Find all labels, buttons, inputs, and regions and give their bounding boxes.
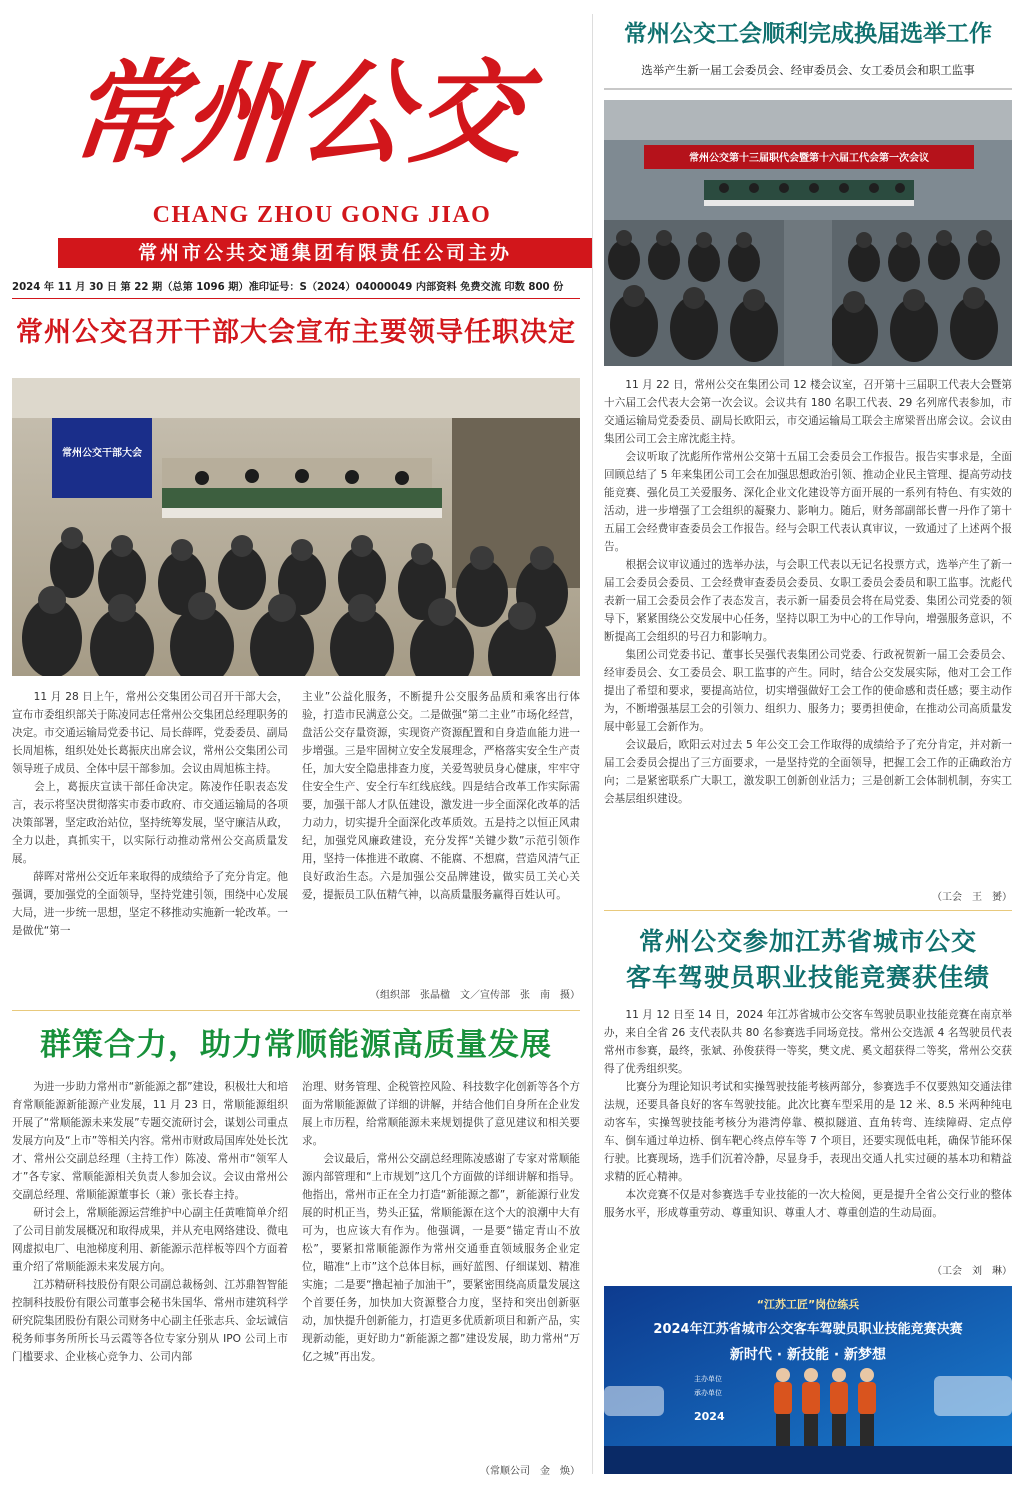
masthead-pinyin: CHANG ZHOU GONG JIAO <box>152 202 492 228</box>
union-congress-illustration <box>604 100 1012 366</box>
photo-union-congress <box>604 100 1012 366</box>
headline-leadership-meeting: 常州公交召开干部大会宣布主要领导任职决定 <box>16 317 576 348</box>
issue-line: 2024 年 11 月 30 日 第 22 期（总第 1096 期）准印证号：S（2024）04000049 内部资料 免费交流 印数 800 份 <box>12 282 564 293</box>
cadre-meeting-illustration <box>12 378 580 676</box>
masthead <box>12 14 592 304</box>
union-subhead: 选举产生新一届工会委员会、经审委员会、女工委员会和职工监事 <box>641 63 975 77</box>
masthead-logo: 常州公交 <box>63 48 533 179</box>
masthead-sponsor: 常州市公共交通集团有限责任公司主办 <box>137 242 512 264</box>
contest-photo-title: 2024年江苏省城市公交客车驾驶员职业技能竞赛决赛 <box>653 1322 963 1337</box>
contest-photo-small1: 主办单位 <box>694 1375 722 1383</box>
driver-contest-body: 11 月 12 日至 14 日，2024 年江苏省城市公交客车驾驶员职业技能竞赛在南京举办，来自全省 26 支代表队共 80 名参赛选手同场竞技。常州公交选派 4 名驾驶员代表常州市参赛，最终，张斌、孙俊获得一等奖，樊文虎、奚文超获得二等奖，常州公交获得了优秀组织奖。 比赛分为理论知识考试和实操驾驶技能考核两部分，参赛选手不仅要熟知交通法律法规，还要具备良好的客车驾驶技能。此次比赛车型采用的是 12 米、8.5 米两种纯电动客车，实操驾驶技能考核分为港湾停靠、模拟隧道、直角转弯、连续障碍、定点停车、倒车通过单边桥、倒车靶心终点停车等 7 个项目，还要实现低电耗，确保节能环保行驶。比赛现场，选手们沉着冷静，尽显身手，表现出交通人扎实过硬的基本功和精益求精的匠心精神。 本次竞赛不仅是对参赛选手专业技能的一次大检阅，更是提升全省公交行业的整体服务水平，形成尊重劳动、尊重知识、尊重人才、尊重创造的生动局面。 <box>604 1009 1012 1219</box>
contest-photo-slogan: 新时代 · 新技能 · 新梦想 <box>729 1347 887 1363</box>
contest-photo-top: “江苏工匠”岗位练兵 <box>756 1298 860 1311</box>
union-article-body: 11 月 22 日，常州公交在集团公司 12 楼会议室，召开第十三届职工代表大会暨第十六届工会代表大会第一次会议。会议共有 180 名职工代表、29 名列席代表参加，市交通运输局党委委员、副局长欧阳云，市交通运输局工联会主席梁晋出席会议。会议由集团公司工会主席沈彪主持。 会议听取了沈彪所作常州公交第十五届工会委员会工作报告。报告实事求是，全面回顾总结了 5 年来集团公司工会在加强思想政治引领、推动企业民主管理、提高劳动技能竞赛、强化员工关爱服务、深化企业文化建设等方面开展的一系列有特色、有实效的活动，进一步增强了工会组织的凝聚力、影响力。随后，财务部副部长曹一丹作了第十五届工会经费审查委员会工作报告。经与会职工代表认真审议，一致通过了上述两个报告。 根据会议审议通过的选举办法，与会职工代表以无记名投票方式，选举产生了新一届工会委员会委员、工会经费审查委员会委员、女职工委员会委员和职工监事。沈彪代表新一届工会委员会作了表态发言，表示新一届委员会将在局党委、集团公司党委的领导下，紧紧围绕公交发展中心任务，坚持以职工为中心的工作导向，增强服务意识，不断提高工会组织的号召力和影响力。 集团公司党委书记、董事长吴强代表集团公司党委、行政祝贺新一届工会委员会、经审委员会、女工委员会、职工监事的产生。同时，结合公交发展实际，他对工会工作提出了希望和要求，要提高站位，切实增强做好工会工作的使命感和责任感；要主动作为，不断增强基层工会的引领力、组织力、服务力；要勇担使命，在推动公司高质量发展中彰显工会新作为。 会议最后，欧阳云对过去 5 年公交工会工作取得的成绩给予了充分肯定，并对新一届工会委员会提出了三方面要求，一是坚持党的全面领导，把握工会工作的正确政治方向；二是紧密联系广大职工，激发职工创新创业活力；三是创新工会体制机制，夯实工会基层组织建设。 <box>604 379 1012 805</box>
photo-cadre-meeting <box>12 378 580 676</box>
leadership-article-byline: （组织部 张晶楹 文／宣传部 张 南 摄） <box>370 990 580 1001</box>
union-congress-banner: 常州公交第十三届职代会暨第十六届工代会第一次会议 <box>689 153 929 164</box>
leadership-article-col2: 主业”公益化服务，不断提升公交服务品质和乘客出行体验，打造市民满意公交。二是做强“第二主业”市场化经营，盘活公交存量资源，实现资产资源配置和自身造血能力进一步增强。三是牢固树立安全发展理念，严格落实安全生产责任，加大安全隐患排查力度，关爱驾驶员身心健康，牢牢守住安全生产、安全行车红线底线。四是结合改革工作实际需要，加强干部人才队伍建设，激发进一步全面深化改革的活力动力，切实提升全面深化改革质效。五是持之以恒正风肃纪，加强党风廉政建设，充分发挥“关键少数”示范引领作用，坚持一体推进不敢腐、不能腐、不想腐，营造风清气正良好政治生态。六是加强公交品牌建设，做实员工关心关爱，提振员工队伍精气神，以高质量服务赢得百姓认可。 <box>302 691 580 901</box>
energy-article-col1: 为进一步助力常州市“新能源之都”建设，积极壮大和培育常顺能源新能源产业发展，11 月 23 日，常顺能源组织开展了“常顺能源未来发展”专题交流研讨会，谋划公司重点发展方向及“上市”等相关内容。常州市财政局国库处处长沈才、常州公交副总经理（主持工作）陈凌、常州市“领军人才”各专家、常顺能源相关负责人参加会议。会议由常州公交副总经理、常顺能源董事长（兼）张长春主持。 研讨会上，常顺能源运营维护中心副主任黄唯简单介绍了公司目前发展概况和取得成果，并从充电网络建设、微电网虚拟电厂、电池梯度利用、新能源示范样板等四个方面着重介绍了常顺能源未来发展方向。 江苏精研科技股份有限公司副总裁杨剑、江苏鼎智智能控制科技股份有限公司董事会秘书朱国华、常州市建筑科学研究院集团股份有限公司财务中心副主任张志兵、金坛诚信税务师事务所所长马云霞等各位专家分别从 IPO 公司上市门槛要求、企业核心竞争力、公司内部 <box>12 1081 288 1363</box>
column-divider <box>592 14 593 1474</box>
headline-driver-contest-line1: 常州公交参加江苏省城市公交 <box>638 927 977 956</box>
contest-photo-small2: 承办单位 <box>694 1389 722 1397</box>
cadre-meeting-banner: 常州公交干部大会 <box>62 448 142 459</box>
headline-energy-seminar: 群策合力，助力常顺能源高质量发展 <box>40 1027 552 1063</box>
union-article-byline: （工会 王 赟） <box>932 892 1012 903</box>
driver-contest-byline: （工会 刘 琳） <box>932 1266 1012 1277</box>
contest-winners-illustration <box>604 1286 1012 1474</box>
headline-driver-contest-line2: 客车驾驶员职业技能竞赛获佳绩 <box>625 963 990 992</box>
contest-photo-year: 2024 <box>694 1410 725 1423</box>
energy-article-byline: （常顺公司 金 焕） <box>480 1466 580 1477</box>
headline-union-election: 常州公交工会顺利完成换届选举工作 <box>624 20 992 47</box>
photo-contest-winners <box>604 1286 1012 1474</box>
energy-article-col2: 治理、财务管理、企税管控风险、科技数字化创新等各个方面为常顺能源做了详细的讲解，并结合他们自身所在企业发展上市历程，给常顺能源未来规划提供了意见建议和相关要求。 会议最后，常州公交副总经理陈凌感谢了专家对常顺能源内部管理和“上市规划”这几个方面做的详细讲解和指导。他指出，常州市正在全力打造“新能源之都”，新能源行业发展的时机正当，势头正猛，常顺能源在这个大的浪潮中大有可为，也应该大有作为。他强调，一是要“锚定青山不放松”，要紧扣常顺能源作为常州交通垂直领域服务企业定位，瞄准“上市”这个总体目标，画好蓝图、仔细谋划、精准实施；二是要“撸起袖子加油干”，要紧密围绕高质量发展这个首要任务，加快加大资源整合力度，坚持和突出创新驱动，加快提升创新能力，打造更多优质新项目和新产品，实现新动能，更好助力“新能源之都”建设发展，助力常州“万亿之城”再出发。 <box>302 1081 580 1363</box>
leadership-article-col1: 11 月 28 日上午，常州公交集团公司召开干部大会，宣布市委组织部关于陈凌同志任常州公交集团总经理职务的决定。市交通运输局党委书记、局长薛晖，党委委员、副局长周旭栋，组织处处长葛振庆出席会议，常州公交集团公司领导班子成员、全体中层干部参加。会议由周旭栋主持。 会上，葛振庆宣读干部任命决定。陈凌作任职表态发言，表示将坚决贯彻落实市委市政府、市交通运输局的各项决策部署，坚定政治站位，坚持统筹发展，坚守廉洁从政，全力以赴，真抓实干，以实际行动推动常州公交高质量发展。 薛晖对常州公交近年来取得的成绩给予了充分肯定。他强调，要加强党的全面领导，坚持党建引领，围绕中心发展大局，进一步统一思想，坚定不移推动实施新一轮改革。一是做优“第一 <box>12 691 288 937</box>
